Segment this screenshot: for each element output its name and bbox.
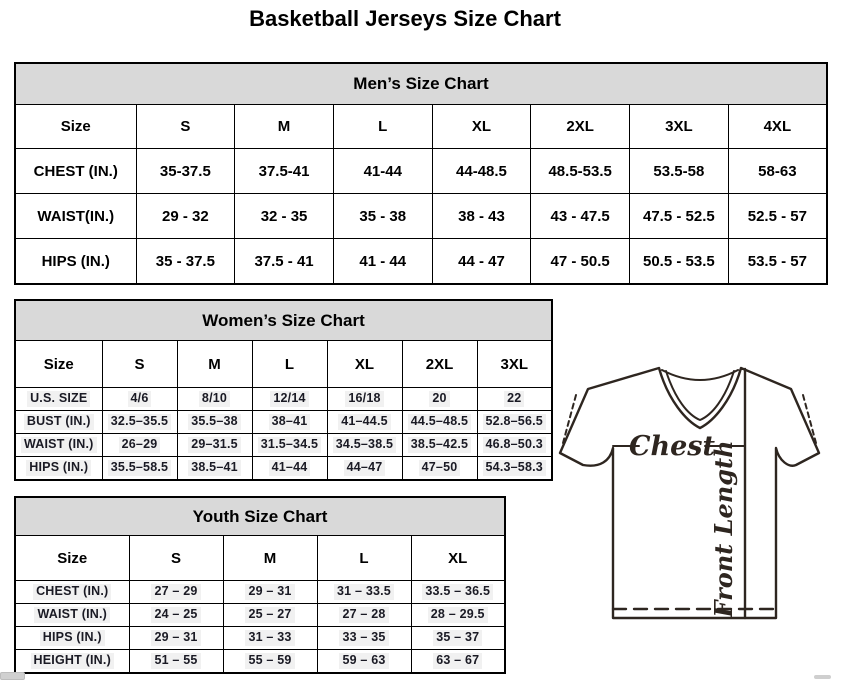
- cell: 46.8–50.3: [477, 434, 552, 457]
- chest-label: Chest: [629, 431, 715, 462]
- womens-chart-title: Women’s Size Chart: [15, 300, 552, 341]
- cell: 37.5-41: [235, 149, 334, 194]
- mens-chart-title: Men’s Size Chart: [15, 63, 827, 105]
- table-row: [15, 627, 505, 650]
- collar-band-inner: [666, 371, 734, 420]
- womens-size-chart: [14, 299, 553, 481]
- cell: 22: [477, 388, 552, 411]
- size-col: L: [317, 536, 411, 581]
- cell: 47 - 50.5: [531, 239, 630, 285]
- table-row: [15, 457, 552, 481]
- cell: 33.5 – 36.5: [411, 581, 505, 604]
- cell: 32 - 35: [235, 194, 334, 239]
- size-label: Size: [15, 341, 102, 388]
- size-col: S: [136, 105, 235, 149]
- jersey-outline: [560, 368, 819, 618]
- cell: 29 – 31: [223, 581, 317, 604]
- cell: 58-63: [728, 149, 827, 194]
- collar-band: [662, 370, 738, 380]
- front-length-label: Front Length: [709, 440, 738, 618]
- cell: 31 – 33.5: [317, 581, 411, 604]
- size-col: L: [333, 105, 432, 149]
- size-col: M: [223, 536, 317, 581]
- cell: 32.5–35.5: [102, 411, 177, 434]
- jersey-measurement-diagram: [556, 364, 823, 622]
- cell: 24 – 25: [129, 604, 223, 627]
- cell: 47–50: [402, 457, 477, 481]
- size-col: XL: [327, 341, 402, 388]
- cell: 31 – 33: [223, 627, 317, 650]
- size-col: M: [235, 105, 334, 149]
- size-col: 4XL: [728, 105, 827, 149]
- mens-size-header-row: [15, 105, 827, 149]
- row-label: BUST (IN.): [15, 411, 102, 434]
- cell: 29 - 32: [136, 194, 235, 239]
- cell: 8/10: [177, 388, 252, 411]
- size-col: 2XL: [531, 105, 630, 149]
- size-col: XL: [432, 105, 531, 149]
- womens-size-header-row: [15, 341, 552, 388]
- cell: 35.5–58.5: [102, 457, 177, 481]
- cell: 44.5–48.5: [402, 411, 477, 434]
- cell: 41–44.5: [327, 411, 402, 434]
- size-col: 3XL: [477, 341, 552, 388]
- cell: 31.5–34.5: [252, 434, 327, 457]
- cell: 4/6: [102, 388, 177, 411]
- cell: 47.5 - 52.5: [630, 194, 729, 239]
- table-row: [15, 581, 505, 604]
- row-label: WAIST (IN.): [15, 604, 129, 627]
- table-row: [15, 411, 552, 434]
- youth-size-header-row: [15, 536, 505, 581]
- cell: 50.5 - 53.5: [630, 239, 729, 285]
- table-row: [15, 239, 827, 285]
- cell: 43 - 47.5: [531, 194, 630, 239]
- cell: 37.5 - 41: [235, 239, 334, 285]
- size-col: M: [177, 341, 252, 388]
- cell: 55 – 59: [223, 650, 317, 674]
- table-row: [15, 149, 827, 194]
- cell: 44 - 47: [432, 239, 531, 285]
- row-label: HEIGHT (IN.): [15, 650, 129, 674]
- cell: 41 - 44: [333, 239, 432, 285]
- cell: 38–41: [252, 411, 327, 434]
- row-label: CHEST (IN.): [15, 149, 136, 194]
- cell: 52.8–56.5: [477, 411, 552, 434]
- row-label: HIPS (IN.): [15, 457, 102, 481]
- table-row: [15, 604, 505, 627]
- size-col: S: [129, 536, 223, 581]
- size-col: S: [102, 341, 177, 388]
- row-label: WAIST(IN.): [15, 194, 136, 239]
- row-label: HIPS (IN.): [15, 627, 129, 650]
- ui-fragment-right: [814, 675, 831, 679]
- cell: 27 – 29: [129, 581, 223, 604]
- cell: 16/18: [327, 388, 402, 411]
- cell: 41-44: [333, 149, 432, 194]
- row-label: CHEST (IN.): [15, 581, 129, 604]
- cell: 20: [402, 388, 477, 411]
- size-col: 2XL: [402, 341, 477, 388]
- table-row: [15, 434, 552, 457]
- cell: 51 – 55: [129, 650, 223, 674]
- cell: 26–29: [102, 434, 177, 457]
- cell: 63 – 67: [411, 650, 505, 674]
- cell: 44–47: [327, 457, 402, 481]
- page-title: Basketball Jerseys Size Chart: [249, 6, 561, 31]
- mens-size-chart: [14, 62, 828, 285]
- cell: 35-37.5: [136, 149, 235, 194]
- row-label: WAIST (IN.): [15, 434, 102, 457]
- size-col: 3XL: [630, 105, 729, 149]
- size-col: XL: [411, 536, 505, 581]
- size-label: Size: [15, 536, 129, 581]
- table-row: [15, 194, 827, 239]
- cell: 28 – 29.5: [411, 604, 505, 627]
- youth-chart-title: Youth Size Chart: [15, 497, 505, 536]
- cell: 34.5–38.5: [327, 434, 402, 457]
- cell: 53.5 - 57: [728, 239, 827, 285]
- youth-size-chart: [14, 496, 506, 674]
- cell: 41–44: [252, 457, 327, 481]
- cell: 44-48.5: [432, 149, 531, 194]
- cell: 29–31.5: [177, 434, 252, 457]
- cell: 38.5–42.5: [402, 434, 477, 457]
- cell: 35.5–38: [177, 411, 252, 434]
- cell: 12/14: [252, 388, 327, 411]
- size-label: Size: [15, 105, 136, 149]
- cell: 35 – 37: [411, 627, 505, 650]
- cell: 48.5-53.5: [531, 149, 630, 194]
- cell: 38.5–41: [177, 457, 252, 481]
- cell: 54.3–58.3: [477, 457, 552, 481]
- table-row: [15, 388, 552, 411]
- cell: 59 – 63: [317, 650, 411, 674]
- cell: 53.5-58: [630, 149, 729, 194]
- table-row: [15, 650, 505, 674]
- row-label: U.S. SIZE: [15, 388, 102, 411]
- cell: 27 – 28: [317, 604, 411, 627]
- cell: 35 - 38: [333, 194, 432, 239]
- row-label: HIPS (IN.): [15, 239, 136, 285]
- cell: 33 – 35: [317, 627, 411, 650]
- cell: 38 - 43: [432, 194, 531, 239]
- size-col: L: [252, 341, 327, 388]
- cell: 52.5 - 57: [728, 194, 827, 239]
- cell: 35 - 37.5: [136, 239, 235, 285]
- cell: 29 – 31: [129, 627, 223, 650]
- cell: 25 – 27: [223, 604, 317, 627]
